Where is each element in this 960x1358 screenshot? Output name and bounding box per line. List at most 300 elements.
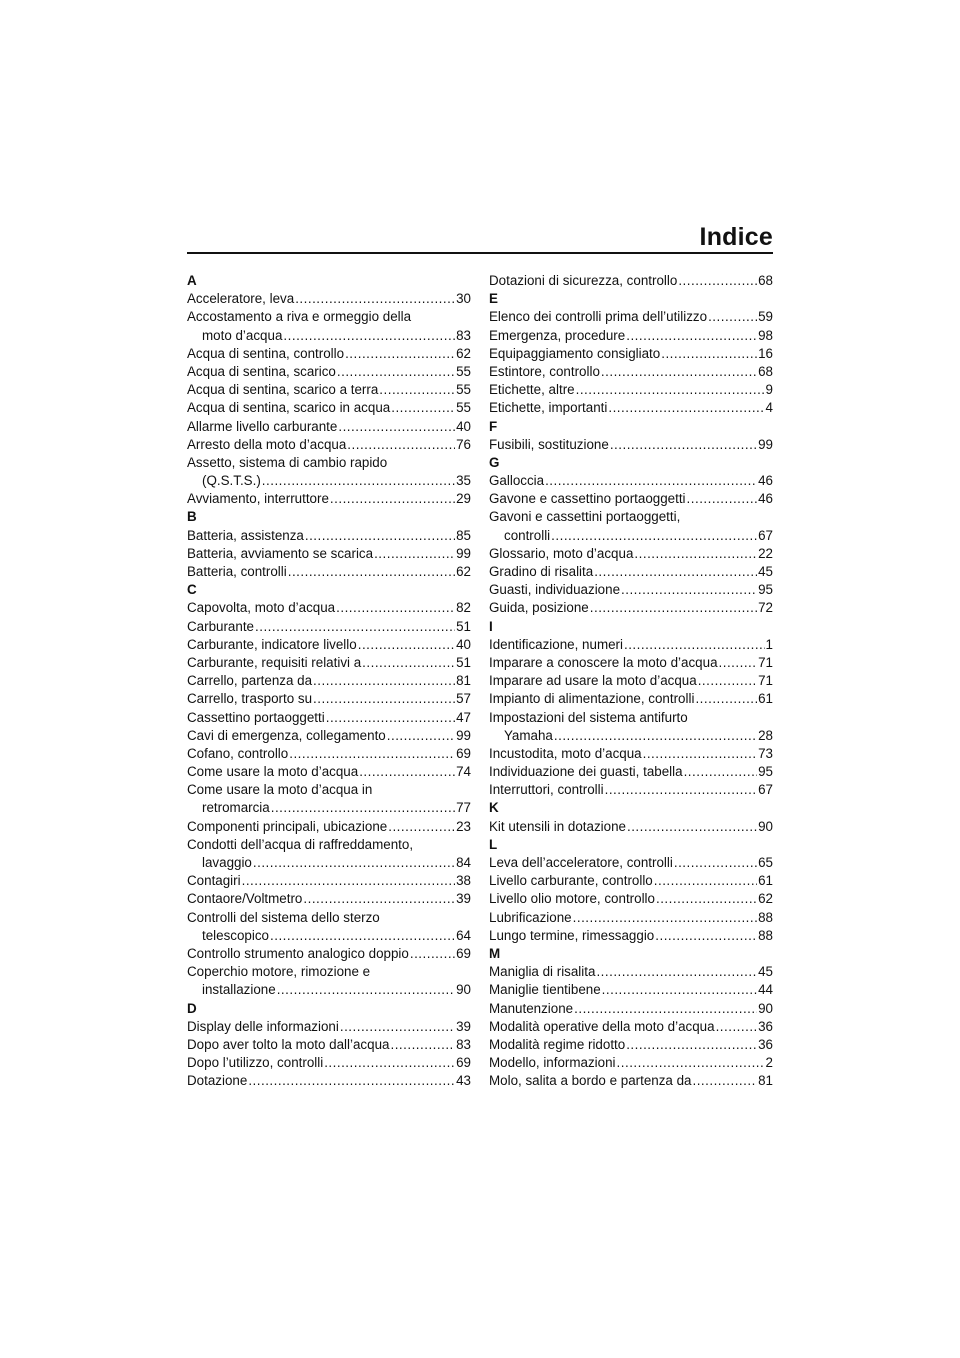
index-page-number: 85: [456, 527, 471, 543]
index-entry-continuation: (Q.S.T.S.): [202, 473, 261, 489]
index-entry-text: Dotazioni di sicurezza, controllo: [489, 273, 678, 288]
dot-leader: [605, 781, 757, 799]
index-entry-continuation: lavaggio: [202, 855, 252, 870]
index-entry-text: Interruttori, controlli: [489, 782, 604, 798]
index-entry-text: Carrello, partenza da: [187, 673, 313, 689]
index-entry: [187, 1054, 471, 1072]
dot-leader: [387, 727, 455, 745]
index-page-number: 1: [765, 636, 773, 652]
index-page-number: 99: [456, 727, 471, 743]
index-entry-text: Livello carburante, controllo: [489, 873, 653, 889]
index-entry: [489, 781, 773, 799]
index-page-number: 39: [456, 1018, 471, 1034]
index-letter-heading: A: [187, 273, 197, 288]
index-entry: [489, 581, 773, 599]
index-column-left: [187, 272, 471, 1090]
index-entry: [187, 636, 471, 654]
index-entry-text: Guida, posizione: [489, 600, 589, 616]
index-entry-text: Acqua di sentina, scarico in acqua: [187, 400, 391, 416]
index-entry-text: Assetto, sistema di cambio rapido: [187, 454, 388, 470]
index-entry: [489, 599, 773, 617]
dot-leader: [337, 363, 455, 381]
index-page-number: 76: [456, 436, 471, 452]
index-entry-text: Carburante, indicatore livello: [187, 636, 357, 652]
dot-leader: [594, 563, 757, 581]
index-entry-text: Gradino di risalita: [489, 564, 594, 579]
dot-leader: [608, 399, 764, 417]
index-entry: [489, 690, 773, 708]
index-entry: [489, 381, 773, 399]
index-entry-text: Dopo aver tolto la moto dall’acqua: [187, 1036, 390, 1052]
index-entry: [489, 763, 773, 781]
index-page-number: 82: [456, 600, 471, 616]
index-entry: [489, 472, 773, 490]
index-entry: [489, 927, 773, 945]
index-entry-text: Arresto della moto d’acqua: [187, 436, 347, 452]
dot-leader: [289, 745, 455, 763]
index-entry-text: Componenti principali, ubicazione: [187, 818, 388, 834]
index-entry: [187, 308, 471, 344]
index-entry: [489, 308, 773, 326]
dot-leader: [345, 345, 455, 363]
dot-leader: [655, 927, 757, 945]
dot-leader: [610, 436, 757, 454]
index-page-number: 64: [456, 927, 471, 943]
index-entry: [489, 327, 773, 345]
index-entry: [187, 945, 471, 963]
index-page-number: 22: [758, 545, 773, 561]
index-page-number: 61: [758, 691, 773, 707]
index-entry-text: Molo, salita a bordo e partenza da: [489, 1073, 692, 1089]
index-page-number: 51: [456, 654, 471, 670]
index-entry: [187, 381, 471, 399]
dot-leader: [391, 399, 455, 417]
index-entry-continuation: telescopico: [202, 927, 269, 943]
index-entry: [187, 399, 471, 417]
index-entry: [489, 909, 773, 927]
index-page-number: 69: [456, 945, 471, 961]
index-page-number: 36: [758, 1018, 773, 1034]
index-letter-heading: L: [489, 836, 498, 852]
index-entry-text: Lungo termine, rimessaggio: [489, 927, 655, 943]
index-page-number: 36: [758, 1036, 773, 1052]
index-entry: [489, 672, 773, 690]
index-entry-text: Capovolta, moto d’acqua: [187, 600, 336, 616]
index-entry-text: Condotti dell’acqua di raffreddamento,: [187, 836, 414, 852]
index-page-number: 71: [758, 654, 773, 670]
dot-leader: [654, 872, 757, 890]
dot-leader: [626, 327, 757, 345]
index-page-number: 45: [758, 964, 773, 980]
index-entry-text: Fusibili, sostituzione: [489, 436, 609, 452]
dot-leader: [359, 763, 455, 781]
index-entry: [489, 436, 773, 454]
index-entry: [187, 345, 471, 363]
dot-leader: [303, 890, 455, 908]
dot-leader: [695, 690, 757, 708]
dot-leader: [253, 854, 455, 872]
index-entry-continuation: Yamaha: [504, 727, 553, 743]
dot-leader: [248, 1072, 455, 1090]
index-entry: [489, 890, 773, 908]
index-entry: [187, 872, 471, 890]
index-entry: [489, 363, 773, 381]
index-page-number: 23: [456, 818, 471, 834]
dot-leader: [545, 472, 757, 490]
index-entry: [187, 781, 471, 817]
index-entry: [187, 709, 471, 727]
index-page-number: 77: [456, 800, 471, 816]
title-rule: [187, 252, 773, 254]
dot-leader: [627, 818, 757, 836]
index-page-number: 29: [456, 491, 471, 507]
dot-leader: [262, 472, 455, 490]
index-page-number: 83: [456, 327, 471, 343]
index-entry-text: Imparare ad usare la moto d’acqua: [489, 673, 697, 689]
index-entry: [187, 836, 471, 872]
index-entry-continuation: controlli: [504, 527, 551, 543]
index-page-number: 39: [456, 891, 471, 907]
index-entry: [187, 363, 471, 381]
index-entry-text: Carrello, trasporto su: [187, 691, 313, 707]
index-page-number: 83: [456, 1036, 471, 1052]
index-entry: [489, 563, 773, 581]
index-page-number: 61: [758, 873, 773, 889]
index-entry: [187, 672, 471, 690]
dot-leader: [410, 945, 455, 963]
index-entry: [187, 963, 471, 999]
index-page-number: 72: [758, 600, 773, 616]
dot-leader: [621, 581, 757, 599]
index-entry-text: Individuazione dei guasti, tabella: [489, 764, 683, 780]
index-letter-heading: K: [489, 800, 499, 816]
index-page-number: 68: [758, 363, 773, 379]
index-page-number: 99: [758, 436, 773, 452]
dot-leader: [362, 654, 455, 672]
index-entry-text: Emergenza, procedure: [489, 327, 626, 343]
index-page-number: 98: [758, 327, 773, 343]
index-page-number: 65: [758, 855, 773, 870]
index-entry-text: Contaore/Voltmetro: [187, 891, 303, 907]
index-letter-heading: I: [489, 618, 493, 634]
index-entry-text: Dotazione: [187, 1073, 248, 1089]
index-page-number: 90: [456, 982, 471, 998]
index-entry-text: Controllo strumento analogico doppio: [187, 945, 409, 961]
index-entry-text: Batteria, controlli: [187, 564, 287, 579]
index-entry-text: Contagiri: [187, 873, 241, 889]
index-page-number: 44: [758, 982, 773, 998]
index-entry: [187, 690, 471, 708]
index-entry: [489, 1000, 773, 1018]
dot-leader: [626, 1036, 757, 1054]
dot-leader: [390, 1036, 455, 1054]
index-page-number: 55: [456, 400, 471, 416]
page-title: Indice: [699, 223, 773, 251]
index-page-number: 43: [456, 1073, 471, 1089]
index-entry-text: Maniglia di risalita: [489, 964, 596, 980]
index-entry: [489, 345, 773, 363]
index-entry: [187, 454, 471, 490]
index-page-number: 59: [758, 309, 773, 325]
index-entry: [187, 618, 471, 636]
index-page-number: 55: [456, 382, 471, 398]
index-page-number: 46: [758, 491, 773, 507]
dot-leader: [574, 1000, 757, 1018]
index-letter-heading: F: [489, 418, 498, 434]
index-entry-text: Gavone e cassettino portaoggetti: [489, 491, 686, 507]
index-page-number: 90: [758, 818, 773, 834]
index-entry-text: Modalità operative della moto d’acqua: [489, 1018, 715, 1034]
index-entry: [187, 527, 471, 545]
index-entry: [489, 1018, 773, 1036]
index-entry-text: Batteria, assistenza: [187, 527, 304, 543]
dot-leader: [270, 927, 455, 945]
dot-leader: [573, 909, 757, 927]
index-page-number: 40: [456, 636, 471, 652]
dot-leader: [242, 872, 456, 890]
index-entry-text: Modalità regime ridotto: [489, 1036, 626, 1052]
dot-leader: [708, 308, 757, 326]
index-letter-heading: M: [489, 945, 501, 961]
dot-leader: [340, 1018, 455, 1036]
index-entry-text: Acqua di sentina, scarico: [187, 363, 336, 379]
index-entry-text: Lubrificazione: [489, 909, 572, 925]
index-entry-text: Acqua di sentina, controllo: [187, 345, 345, 361]
index-entry: [489, 1036, 773, 1054]
index-letter-heading: G: [489, 454, 500, 470]
dot-leader: [602, 981, 757, 999]
dot-leader: [678, 272, 757, 290]
dot-leader: [719, 654, 758, 672]
index-entry: [489, 636, 773, 654]
dot-leader: [661, 345, 757, 363]
index-entry: [489, 508, 773, 544]
index-entry-text: Guasti, individuazione: [489, 582, 621, 598]
index-entry-text: Kit utensili in dotazione: [489, 818, 626, 834]
index-entry-text: Leva dell’acceleratore, controlli: [489, 855, 673, 870]
index-entry-text: Etichette, importanti: [489, 400, 608, 416]
index-entry-text: Incustodita, moto d’acqua: [489, 745, 642, 761]
index-entry: [489, 818, 773, 836]
index-entry-text: Equipaggiamento consigliato: [489, 345, 661, 361]
dot-leader: [255, 618, 455, 636]
index-entry: [489, 963, 773, 981]
index-entry: [187, 436, 471, 454]
index-entry-text: Glossario, moto d’acqua: [489, 545, 634, 561]
dot-leader: [554, 727, 757, 745]
dot-leader: [624, 636, 765, 654]
dot-leader: [313, 690, 455, 708]
index-page-number: 40: [456, 418, 471, 434]
index-page-number: 47: [456, 709, 471, 725]
index-page-number: 62: [456, 345, 471, 361]
index-entry: [489, 654, 773, 672]
index-entry-text: Batteria, avviamento se scarica: [187, 545, 374, 561]
index-entry: [187, 563, 471, 581]
index-entry: [489, 1072, 773, 1090]
index-entry: [187, 490, 471, 508]
index-entry-text: Imparare a conoscere la moto d’acqua: [489, 654, 718, 670]
index-entry-text: Avviamento, interruttore: [187, 491, 329, 507]
index-entry: [187, 290, 471, 308]
index-entry: [489, 745, 773, 763]
index-page-number: 57: [456, 691, 471, 707]
index-entry: [187, 1036, 471, 1054]
dot-leader: [617, 1054, 765, 1072]
dot-leader: [687, 490, 758, 508]
index-letter-heading: D: [187, 1000, 197, 1016]
index-page-number: 9: [765, 382, 773, 398]
index-entry: [489, 872, 773, 890]
dot-leader: [288, 563, 455, 581]
dot-leader: [338, 418, 455, 436]
index-entry: [489, 1054, 773, 1072]
index-entry-text: Impianto di alimentazione, controlli: [489, 691, 695, 707]
index-entry-text: Accostamento a riva e ormeggio della: [187, 309, 412, 325]
index-page-number: 4: [765, 400, 773, 416]
index-entry-text: Controlli del sistema dello sterzo: [187, 909, 380, 925]
index-page-number: 55: [456, 363, 471, 379]
index-entry: [489, 490, 773, 508]
index-entry-text: Manutenzione: [489, 1000, 574, 1016]
dot-leader: [388, 818, 455, 836]
dot-leader: [698, 672, 757, 690]
index-page-number: 90: [758, 1000, 773, 1016]
dot-leader: [674, 854, 757, 872]
index-entry-text: Come usare la moto d’acqua: [187, 764, 359, 780]
index-entry-text: Acqua di sentina, scarico a terra: [187, 382, 379, 398]
index-page-number: 62: [456, 564, 471, 579]
index-entry-text: Carburante: [187, 618, 254, 634]
index-page-number: 71: [758, 673, 773, 689]
index-entry-text: Cassettino portaoggetti: [187, 709, 325, 725]
index-entry-text: Modello, informazioni: [489, 1055, 616, 1071]
index-entry: [489, 981, 773, 999]
dot-leader: [656, 890, 757, 908]
index-page-number: 67: [758, 782, 773, 798]
index-page-number: 74: [456, 764, 471, 780]
index-entry-text: Gavoni e cassettini portaoggetti,: [489, 509, 681, 525]
dot-leader: [324, 1054, 455, 1072]
index-entry: [187, 727, 471, 745]
index-entry-text: Cofano, controllo: [187, 745, 289, 761]
dot-leader: [643, 745, 757, 763]
index-letter-heading: E: [489, 291, 498, 307]
index-entry: [489, 854, 773, 872]
index-page-number: 38: [456, 873, 471, 889]
dot-leader: [305, 527, 455, 545]
dot-leader: [596, 963, 757, 981]
index-page-number: 51: [456, 618, 471, 634]
dot-leader: [692, 1072, 757, 1090]
index-page-number: 84: [456, 855, 471, 870]
index-entry: [187, 1072, 471, 1090]
index-entry-text: Estintore, controllo: [489, 363, 600, 379]
index-page-number: 88: [758, 927, 773, 943]
dot-leader: [295, 290, 455, 308]
index-entry-text: Cavi di emergenza, collegamento: [187, 727, 386, 743]
index-page-number: 30: [456, 291, 471, 307]
dot-leader: [326, 709, 455, 727]
dot-leader: [379, 381, 455, 399]
index-page-number: 95: [758, 582, 773, 598]
index-entry: [187, 654, 471, 672]
dot-leader: [358, 636, 455, 654]
index-page-number: 73: [758, 745, 773, 761]
index-page-number: 81: [456, 673, 471, 689]
dot-leader: [576, 381, 765, 399]
index-entry-continuation: moto d’acqua: [202, 327, 283, 343]
index-entry-text: Acceleratore, leva: [187, 291, 295, 307]
index-page-number: 62: [758, 891, 773, 907]
dot-leader: [551, 527, 757, 545]
index-entry: [489, 272, 773, 290]
index-entry-text: Come usare la moto d’acqua in: [187, 782, 373, 798]
index-entry-text: Coperchio motore, rimozione e: [187, 964, 371, 980]
index-entry: [489, 709, 773, 745]
index-page-number: 81: [758, 1073, 773, 1089]
dot-leader: [330, 490, 455, 508]
index-page-number: 69: [456, 745, 471, 761]
index-page-number: 68: [758, 273, 773, 288]
index-page-number: 2: [765, 1055, 773, 1071]
index-entry: [187, 745, 471, 763]
index-page-number: 45: [758, 564, 773, 579]
index-entry: [187, 418, 471, 436]
index-entry-text: Impostazioni del sistema antifurto: [489, 709, 688, 725]
index-entry-text: Carburante, requisiti relativi a: [187, 654, 362, 670]
dot-leader: [347, 436, 455, 454]
index-column-right: [489, 272, 773, 1090]
dot-leader: [313, 672, 455, 690]
index-page-number: 46: [758, 473, 773, 489]
dot-leader: [634, 545, 757, 563]
index-page-number: 67: [758, 527, 773, 543]
index-letter-heading: B: [187, 509, 197, 525]
index-entry-text: Dopo l’utilizzo, controlli: [187, 1055, 324, 1071]
index-entry-text: Identificazione, numeri: [489, 636, 623, 652]
index-letter-heading: C: [187, 582, 197, 598]
index-page-number: 88: [758, 909, 773, 925]
index-entry-continuation: installazione: [202, 982, 276, 998]
index-entry: [187, 818, 471, 836]
dot-leader: [684, 763, 758, 781]
dot-leader: [374, 545, 455, 563]
index-entry-text: Galloccia: [489, 473, 545, 489]
index-entry: [489, 545, 773, 563]
dot-leader: [277, 981, 455, 999]
index-page-number: 69: [456, 1055, 471, 1071]
index-entry-text: Etichette, altre: [489, 382, 575, 398]
index-entry: [187, 763, 471, 781]
index-entry: [187, 890, 471, 908]
dot-leader: [271, 799, 455, 817]
index-entry: [187, 1018, 471, 1036]
index-page-number: 95: [758, 764, 773, 780]
index-entry: [489, 399, 773, 417]
index-entry-text: Livello olio motore, controllo: [489, 891, 655, 907]
index-entry: [187, 545, 471, 563]
index-page-number: 28: [758, 727, 773, 743]
dot-leader: [336, 599, 455, 617]
dot-leader: [716, 1018, 758, 1036]
index-entry-text: Elenco dei controlli prima dell’utilizzo: [489, 309, 708, 325]
dot-leader: [601, 363, 757, 381]
index-entry-text: Allarme livello carburante: [187, 418, 338, 434]
dot-leader: [283, 327, 455, 345]
index-entry-continuation: retromarcia: [202, 800, 270, 816]
index-entry-text: Display delle informazioni: [187, 1018, 339, 1034]
